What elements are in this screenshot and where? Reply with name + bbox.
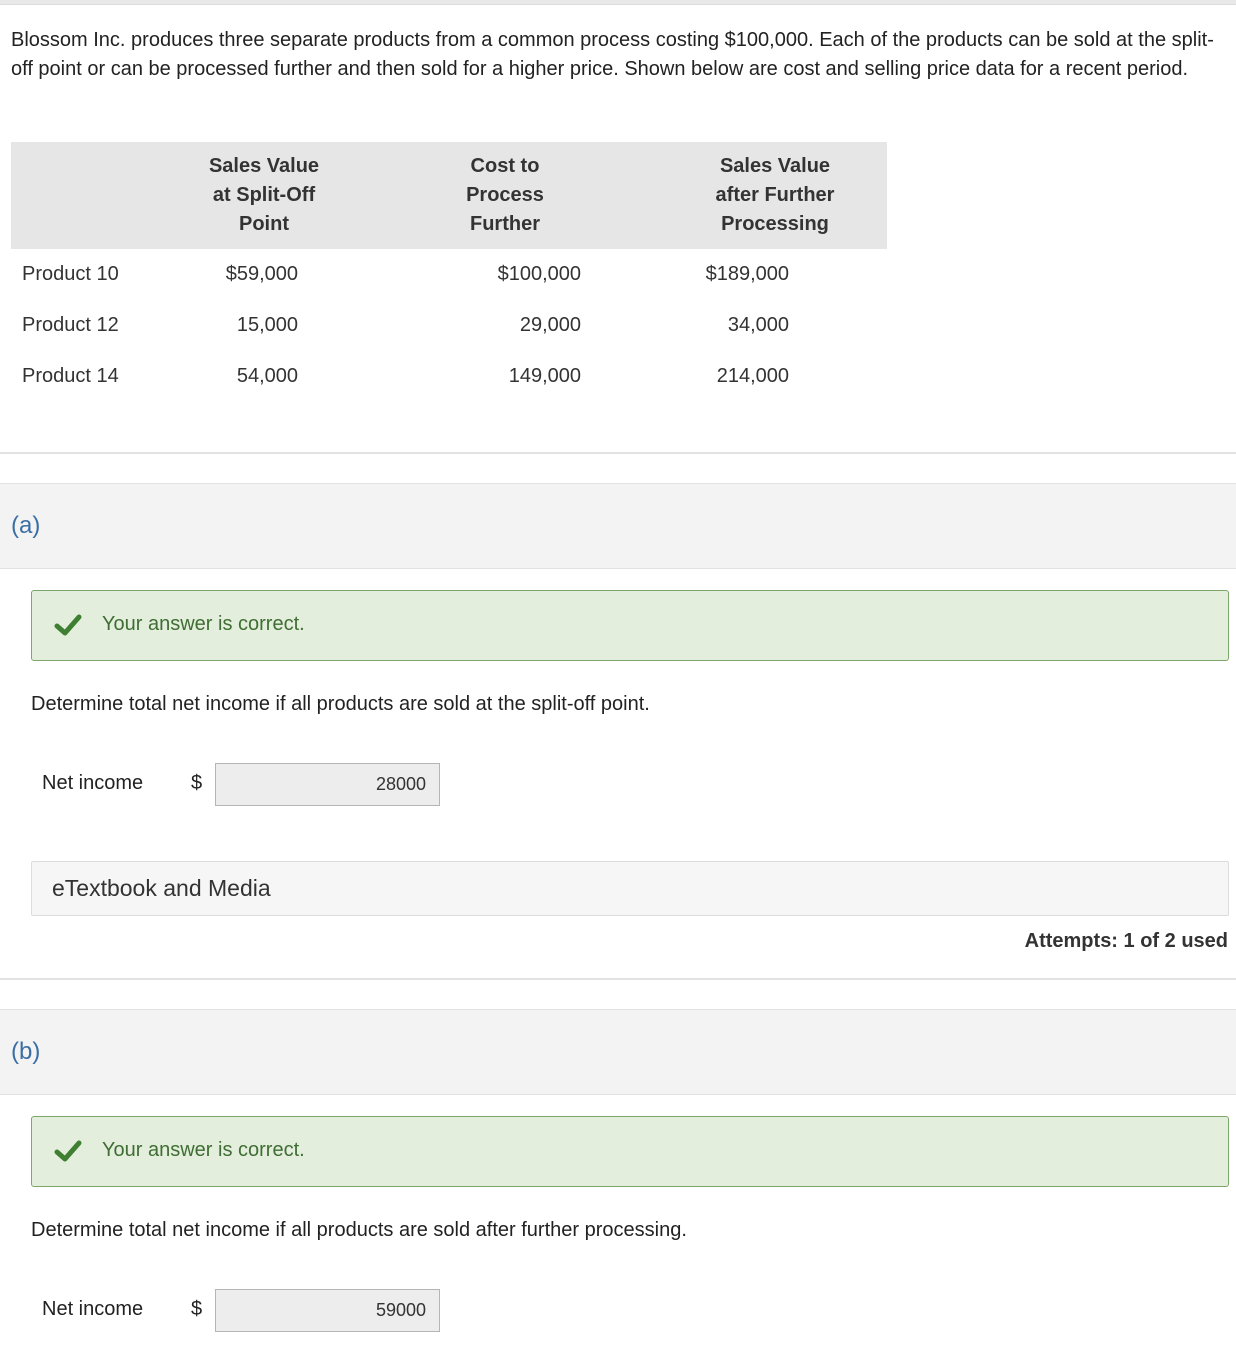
part-a-currency: $ (191, 772, 203, 794)
etextbook-media-label: eTextbook and Media (52, 875, 271, 901)
part-b-net-income-label: Net income (42, 1298, 144, 1320)
after-value: 34,000 (727, 314, 789, 336)
table-row (11, 300, 887, 351)
cost-value: 149,000 (508, 365, 581, 387)
part-b-header (0, 1009, 1236, 1095)
part-b-label: (b) (11, 1038, 41, 1065)
split-off-value: 54,000 (236, 365, 298, 387)
product-name: Product 14 (22, 365, 119, 387)
part-a-label: (a) (11, 512, 41, 539)
part-a-net-income-label: Net income (42, 772, 144, 794)
header-split-off-line2: at Split-Off (212, 184, 316, 206)
part-b-currency: $ (191, 1298, 203, 1320)
header-split-off (181, 142, 347, 249)
part-a-question: Determine total net income if all products are sold at the split-off point. (31, 693, 650, 715)
part-a-net-income-input[interactable] (215, 763, 440, 806)
etextbook-media-button[interactable] (31, 861, 1229, 916)
header-split-off-line3: Point (239, 213, 289, 235)
checkmark-icon (54, 1137, 82, 1165)
header-after-line3: Processing (721, 213, 829, 235)
section-divider (0, 978, 1236, 980)
header-cost (347, 142, 663, 249)
after-value: 214,000 (716, 365, 789, 387)
part-a-header (0, 483, 1236, 569)
header-after-line1: Sales Value (719, 155, 831, 177)
part-a-correct-banner (31, 590, 1229, 661)
header-cost-line3: Further (470, 213, 540, 235)
checkmark-icon (54, 611, 82, 639)
header-split-off-line1: Sales Value (208, 155, 320, 177)
after-value: $189,000 (705, 263, 789, 285)
cost-value: $100,000 (497, 263, 581, 285)
table-row (11, 351, 887, 402)
problem-intro: Blossom Inc. produces three separate products from a common process costing $100,000. Each of the products can be sold at the split-off point or can be processed further and then sold for a higher price. Shown below are cost and selling price data for a recent period. (11, 29, 1214, 80)
header-cost-line1: Cost to (470, 155, 540, 177)
cost-data-table (11, 142, 887, 402)
table-row (11, 249, 887, 300)
part-b-net-income-input[interactable] (215, 1289, 440, 1332)
header-cost-line2: Process (466, 184, 544, 206)
section-divider (0, 452, 1236, 454)
part-a-feedback: Your answer is correct. (102, 613, 305, 635)
attempts-counter: Attempts: 1 of 2 used (1024, 930, 1228, 952)
header-after-line2: after Further (715, 184, 835, 206)
part-b-question: Determine total net income if all products are sold after further processing. (31, 1219, 687, 1241)
product-name: Product 10 (22, 263, 119, 285)
top-divider (0, 0, 1236, 5)
header-empty (11, 142, 181, 249)
table-header-row (11, 142, 887, 249)
part-b-correct-banner (31, 1116, 1229, 1187)
cost-value: 29,000 (519, 314, 581, 336)
header-after (663, 142, 887, 249)
product-name: Product 12 (22, 314, 119, 336)
part-b-feedback: Your answer is correct. (102, 1139, 305, 1161)
split-off-value: 15,000 (236, 314, 298, 336)
split-off-value: $59,000 (225, 263, 298, 285)
